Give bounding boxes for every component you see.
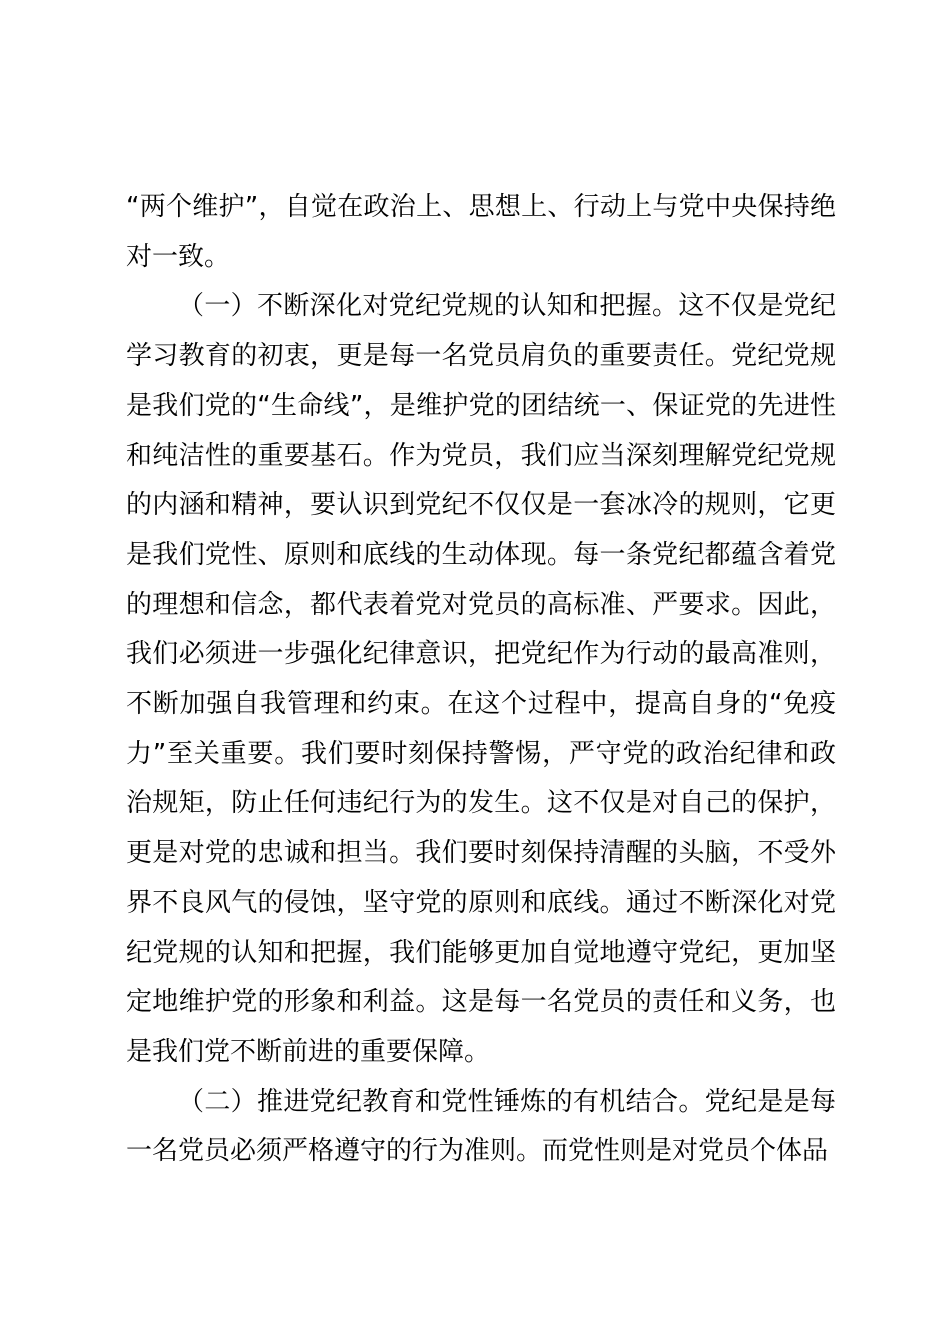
document-body bbox=[126, 183, 836, 1177]
paragraph-section-one: （一）不断深化对党纪党规的认知和把握。这不仅是党纪学习教育的初衷，更是每一名党员肩负的重要责任。党纪党规是我们党的“生命线”，是维护党的团结统一、保证党的先进性和纯洁性的重要基石。作为党员，我们应当深刻理解党纪党规的内涵和精神，要认识到党纪不仅仅是一套冰冷的规则，它更是我们党性、原则和底线的生动体现。每一条党纪都蕴含着党的理想和信念，都代表着党对党员的高标准、严要求。因此，我们必须进一步强化纪律意识，把党纪作为行动的最高准则，不断加强自我管理和约束。在这个过程中，提高自身的“免疫力”至关重要。我们要时刻保持警惕，严守党的政治纪律和政治规矩，防止任何违纪行为的发生。这不仅是对自己的保护，更是对党的忠诚和担当。我们要时刻保持清醒的头脑，不受外界不良风气的侵蚀，坚守党的原则和底线。通过不断深化对党纪党规的认知和把握，我们能够更加自觉地遵守党纪，更加坚定地维护党的形象和利益。这是每一名党员的责任和义务，也是我们党不断前进的重要保障。 bbox=[126, 291, 836, 1067]
paragraph-continuation: “两个维护”，自觉在政治上、思想上、行动上与党中央保持绝对一致。 bbox=[126, 192, 836, 272]
paragraph-section-two: （二）推进党纪教育和党性锤炼的有机结合。党纪是是每一名党员必须严格遵守的行为准则。而党性则是对党员个体品 bbox=[126, 1086, 836, 1167]
